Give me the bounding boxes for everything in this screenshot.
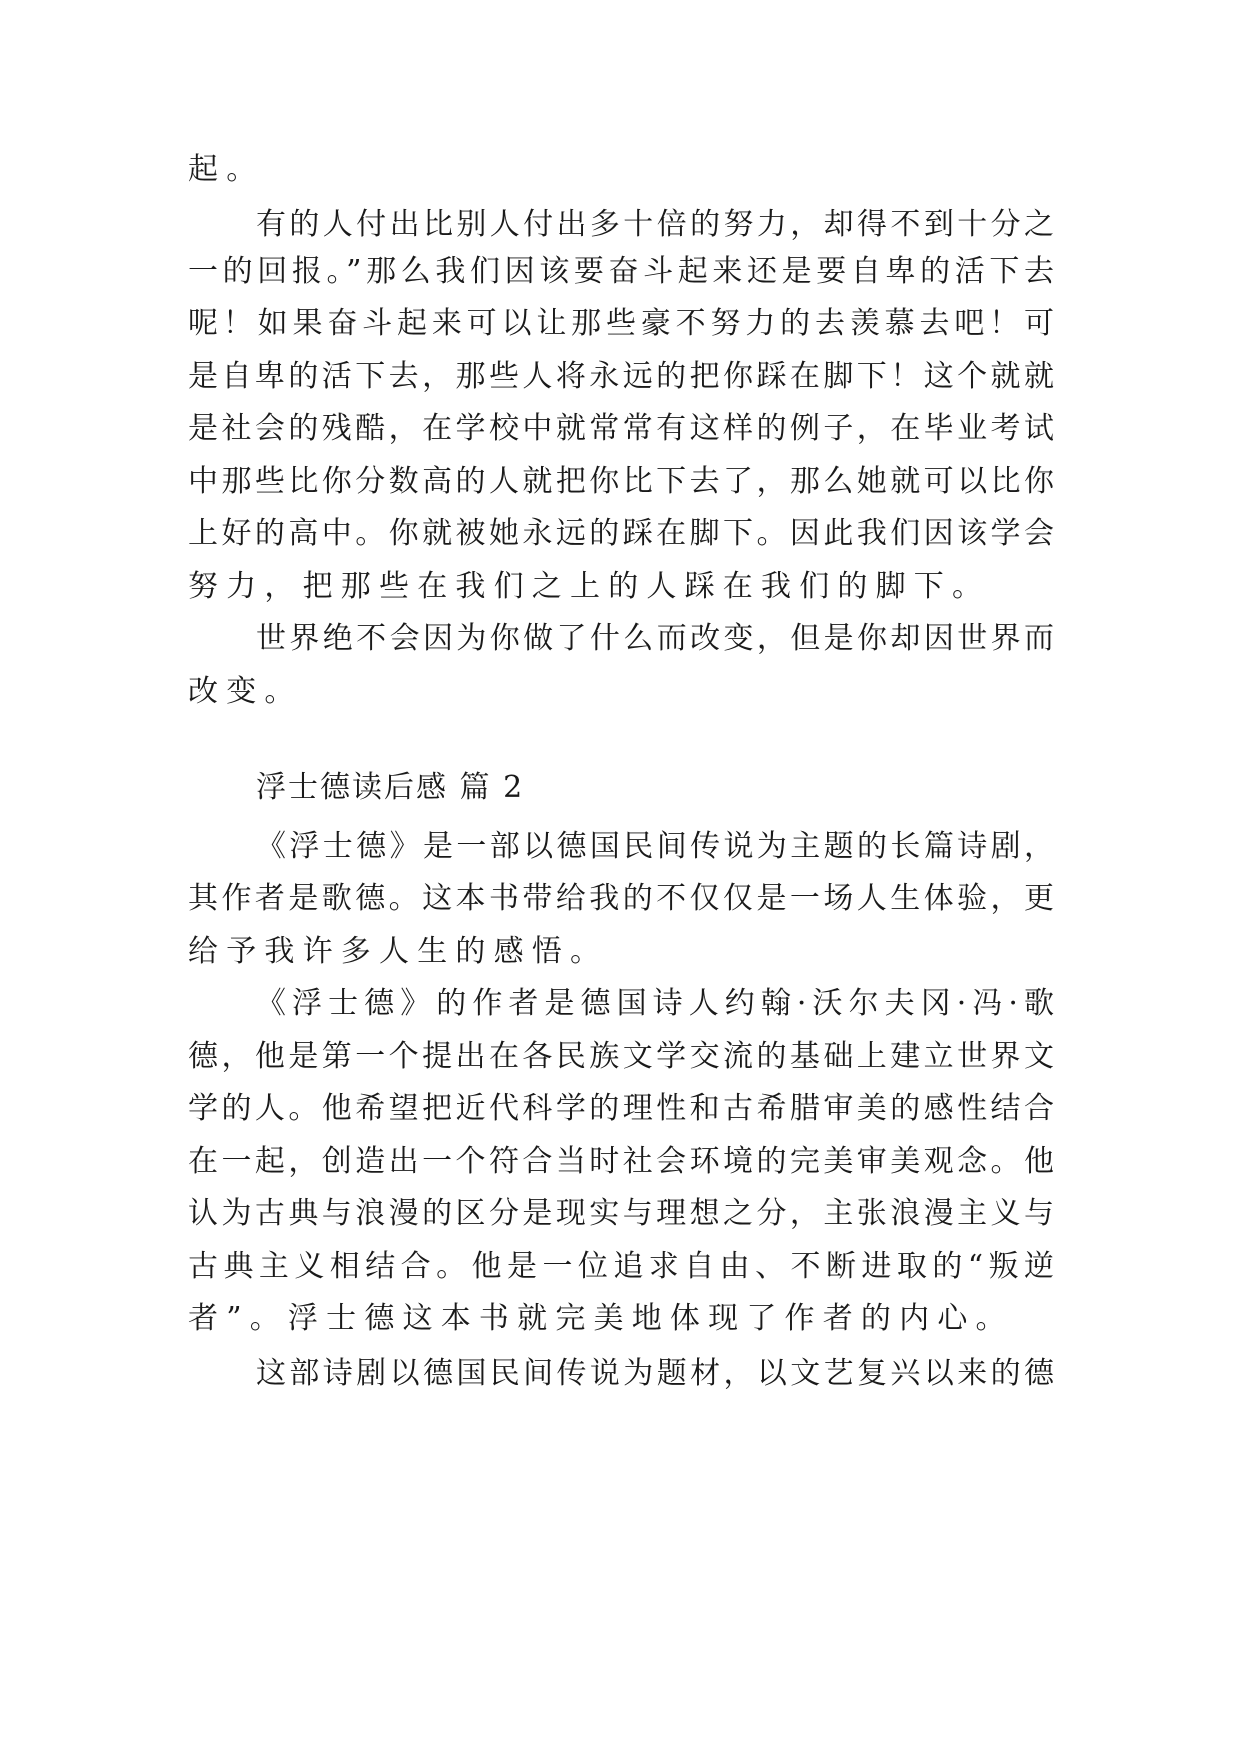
text-line: 是社会的残酷，在学校中就常常有这样的例子，在毕业考试 <box>188 411 1054 446</box>
text-line: 上好的高中。你就被她永远的踩在脚下。因此我们因该学会 <box>188 516 1054 551</box>
text-line: 《浮士德》是一部以德国民间传说为主题的长篇诗剧， <box>256 829 1054 864</box>
text-line: 改变。 <box>188 674 303 709</box>
text-line: 是自卑的活下去，那些人将永远的把你踩在脚下！这个就就 <box>188 359 1054 394</box>
section-heading: 浮士德读后感 篇 2 <box>256 770 525 805</box>
text-line: 呢！如果奋斗起来可以让那些豪不努力的去羡慕去吧！可 <box>188 306 1054 341</box>
text-line: 认为古典与浪漫的区分是现实与理想之分，主张浪漫主义与 <box>188 1196 1054 1231</box>
text-line: 起。 <box>188 152 265 187</box>
text-line: 有的人付出比别人付出多十倍的努力，却得不到十分之 <box>256 207 1054 242</box>
text-line: 给予我许多人生的感悟。 <box>188 934 609 969</box>
text-line: 德，他是第一个提出在各民族文学交流的基础上建立世界文 <box>188 1039 1054 1074</box>
text-line: 一的回报。”那么我们因该要奋斗起来还是要自卑的活下去 <box>188 254 1054 289</box>
text-line: 这部诗剧以德国民间传说为题材，以文艺复兴以来的德 <box>256 1356 1054 1391</box>
text-line: 世界绝不会因为你做了什么而改变，但是你却因世界而 <box>256 621 1054 656</box>
text-line: 努力，把那些在我们之上的人踩在我们的脚下。 <box>188 569 991 604</box>
text-line: 学的人。他希望把近代科学的理性和古希腊审美的感性结合 <box>188 1091 1054 1126</box>
text-line: 者”。浮士德这本书就完美地体现了作者的内心。 <box>188 1301 1014 1336</box>
text-line: 古典主义相结合。他是一位追求自由、不断进取的“叛逆 <box>188 1249 1054 1284</box>
text-line: 《浮士德》的作者是德国诗人约翰·沃尔夫冈·冯·歌 <box>256 986 1054 1021</box>
text-line: 中那些比你分数高的人就把你比下去了，那么她就可以比你 <box>188 464 1054 499</box>
text-line: 其作者是歌德。这本书带给我的不仅仅是一场人生体验，更 <box>188 881 1054 916</box>
text-line: 在一起，创造出一个符合当时社会环境的完美审美观念。他 <box>188 1144 1054 1179</box>
